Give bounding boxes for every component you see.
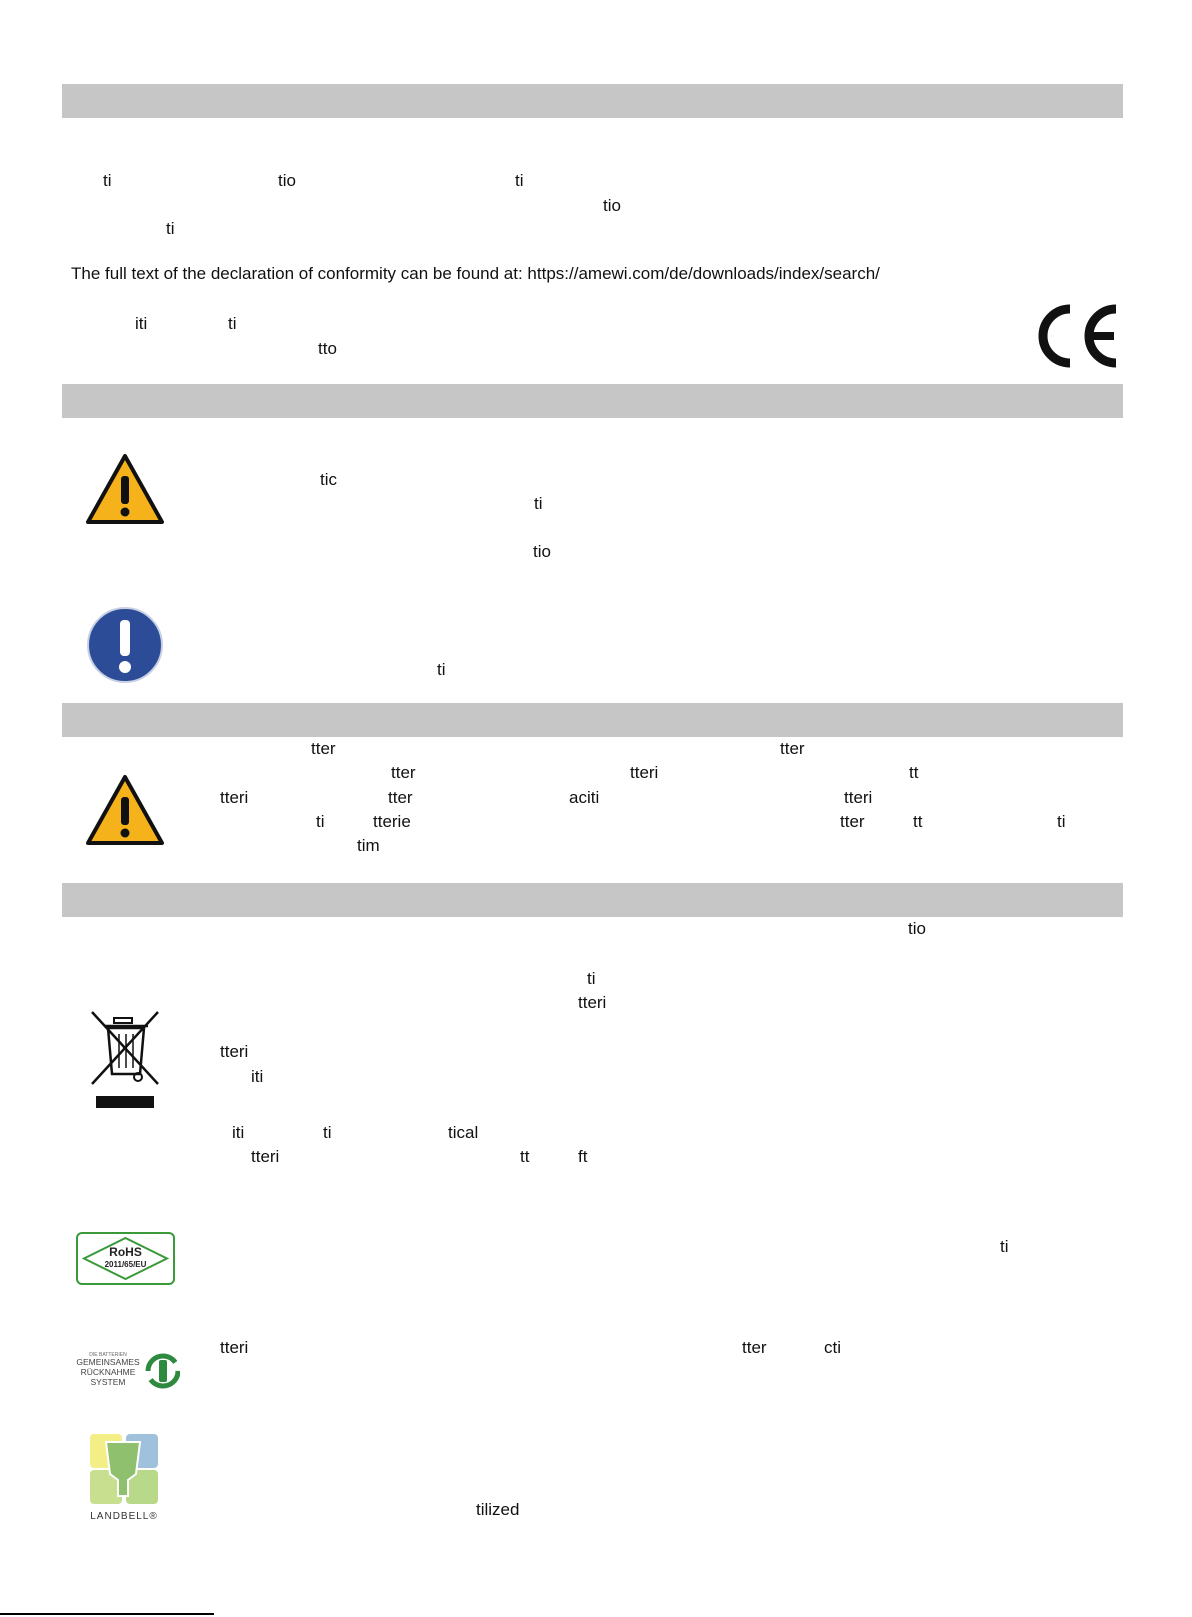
text-fragment: ti [587, 969, 596, 988]
battery-warning-triangle-icon [84, 773, 166, 847]
text-fragment: tilized [476, 1500, 520, 1519]
text-fragment: ti [437, 660, 446, 679]
text-fragment: ti [1057, 812, 1066, 831]
ce-mark-icon [1034, 303, 1122, 369]
rohs-logo [76, 1232, 175, 1285]
text-fragment: tter [311, 739, 336, 758]
text-fragment: cti [824, 1338, 841, 1357]
landbell-logo-text: LANDBELL® [90, 1511, 158, 1522]
text-fragment: iti [251, 1067, 264, 1086]
text-fragment: tterie [373, 812, 411, 831]
text-fragment: tto [318, 339, 337, 358]
section-bar-safety [62, 384, 1123, 418]
footer-rule [0, 1613, 214, 1615]
section-bar-declaration [62, 84, 1123, 118]
declaration-full-text-line: The full text of the declaration of conformity can be found at: https://amewi.com/de/downloads/index/search/ [71, 264, 880, 283]
text-fragment: tteri [220, 788, 249, 807]
text-fragment: tio [908, 919, 926, 938]
grs-logo-line1: DIE BATTERIEN [89, 1352, 127, 1358]
text-fragment: ti [323, 1123, 332, 1142]
text-fragment: ti [316, 812, 325, 831]
text-fragment: tt [909, 763, 919, 782]
landbell-logo [86, 1430, 166, 1522]
text-fragment: tt [520, 1147, 530, 1166]
text-fragment: tio [278, 171, 296, 190]
text-fragment: iti [135, 314, 148, 333]
text-fragment: tt [913, 812, 923, 831]
text-fragment: ti [515, 171, 524, 190]
crossed-out-wheelie-bin-icon [88, 1010, 164, 1110]
text-fragment: ti [103, 171, 112, 190]
text-fragment: tio [603, 196, 621, 215]
grs-battery-take-back-logo [70, 1350, 180, 1392]
text-fragment: tim [357, 836, 380, 855]
rohs-logo-line1: RoHS [109, 1245, 142, 1259]
text-fragment: tteri [220, 1042, 249, 1061]
text-fragment: tteri [578, 993, 607, 1012]
grs-logo-line3: RÜCKNAHME [80, 1367, 136, 1377]
text-fragment: tteri [220, 1338, 249, 1357]
rohs-logo-line2: 2011/65/EU [104, 1260, 147, 1269]
text-fragment: ti [1000, 1237, 1009, 1256]
grs-logo-line4: SYSTEM [90, 1377, 126, 1387]
mandatory-notice-icon [86, 606, 164, 684]
grs-logo-line2: GEMEINSAMES [76, 1357, 140, 1367]
text-fragment: tteri [630, 763, 659, 782]
text-fragment: tter [840, 812, 865, 831]
section-bar-battery [62, 703, 1123, 737]
text-fragment: aciti [569, 788, 600, 807]
text-fragment: tteri [251, 1147, 280, 1166]
text-fragment: tter [780, 739, 805, 758]
text-fragment: tter [388, 788, 413, 807]
text-fragment: ti [166, 219, 175, 238]
text-fragment: tter [391, 763, 416, 782]
text-fragment: ti [534, 494, 543, 513]
text-fragment: iti [232, 1123, 245, 1142]
text-fragment: ti [228, 314, 237, 333]
text-fragment: tteri [844, 788, 873, 807]
text-fragment: tical [448, 1123, 479, 1142]
text-fragment: tic [320, 470, 337, 489]
section-bar-disposal [62, 883, 1123, 917]
text-fragment: ft [578, 1147, 588, 1166]
warning-triangle-icon [84, 452, 166, 526]
text-fragment: tter [742, 1338, 767, 1357]
text-fragment: tio [533, 542, 551, 561]
